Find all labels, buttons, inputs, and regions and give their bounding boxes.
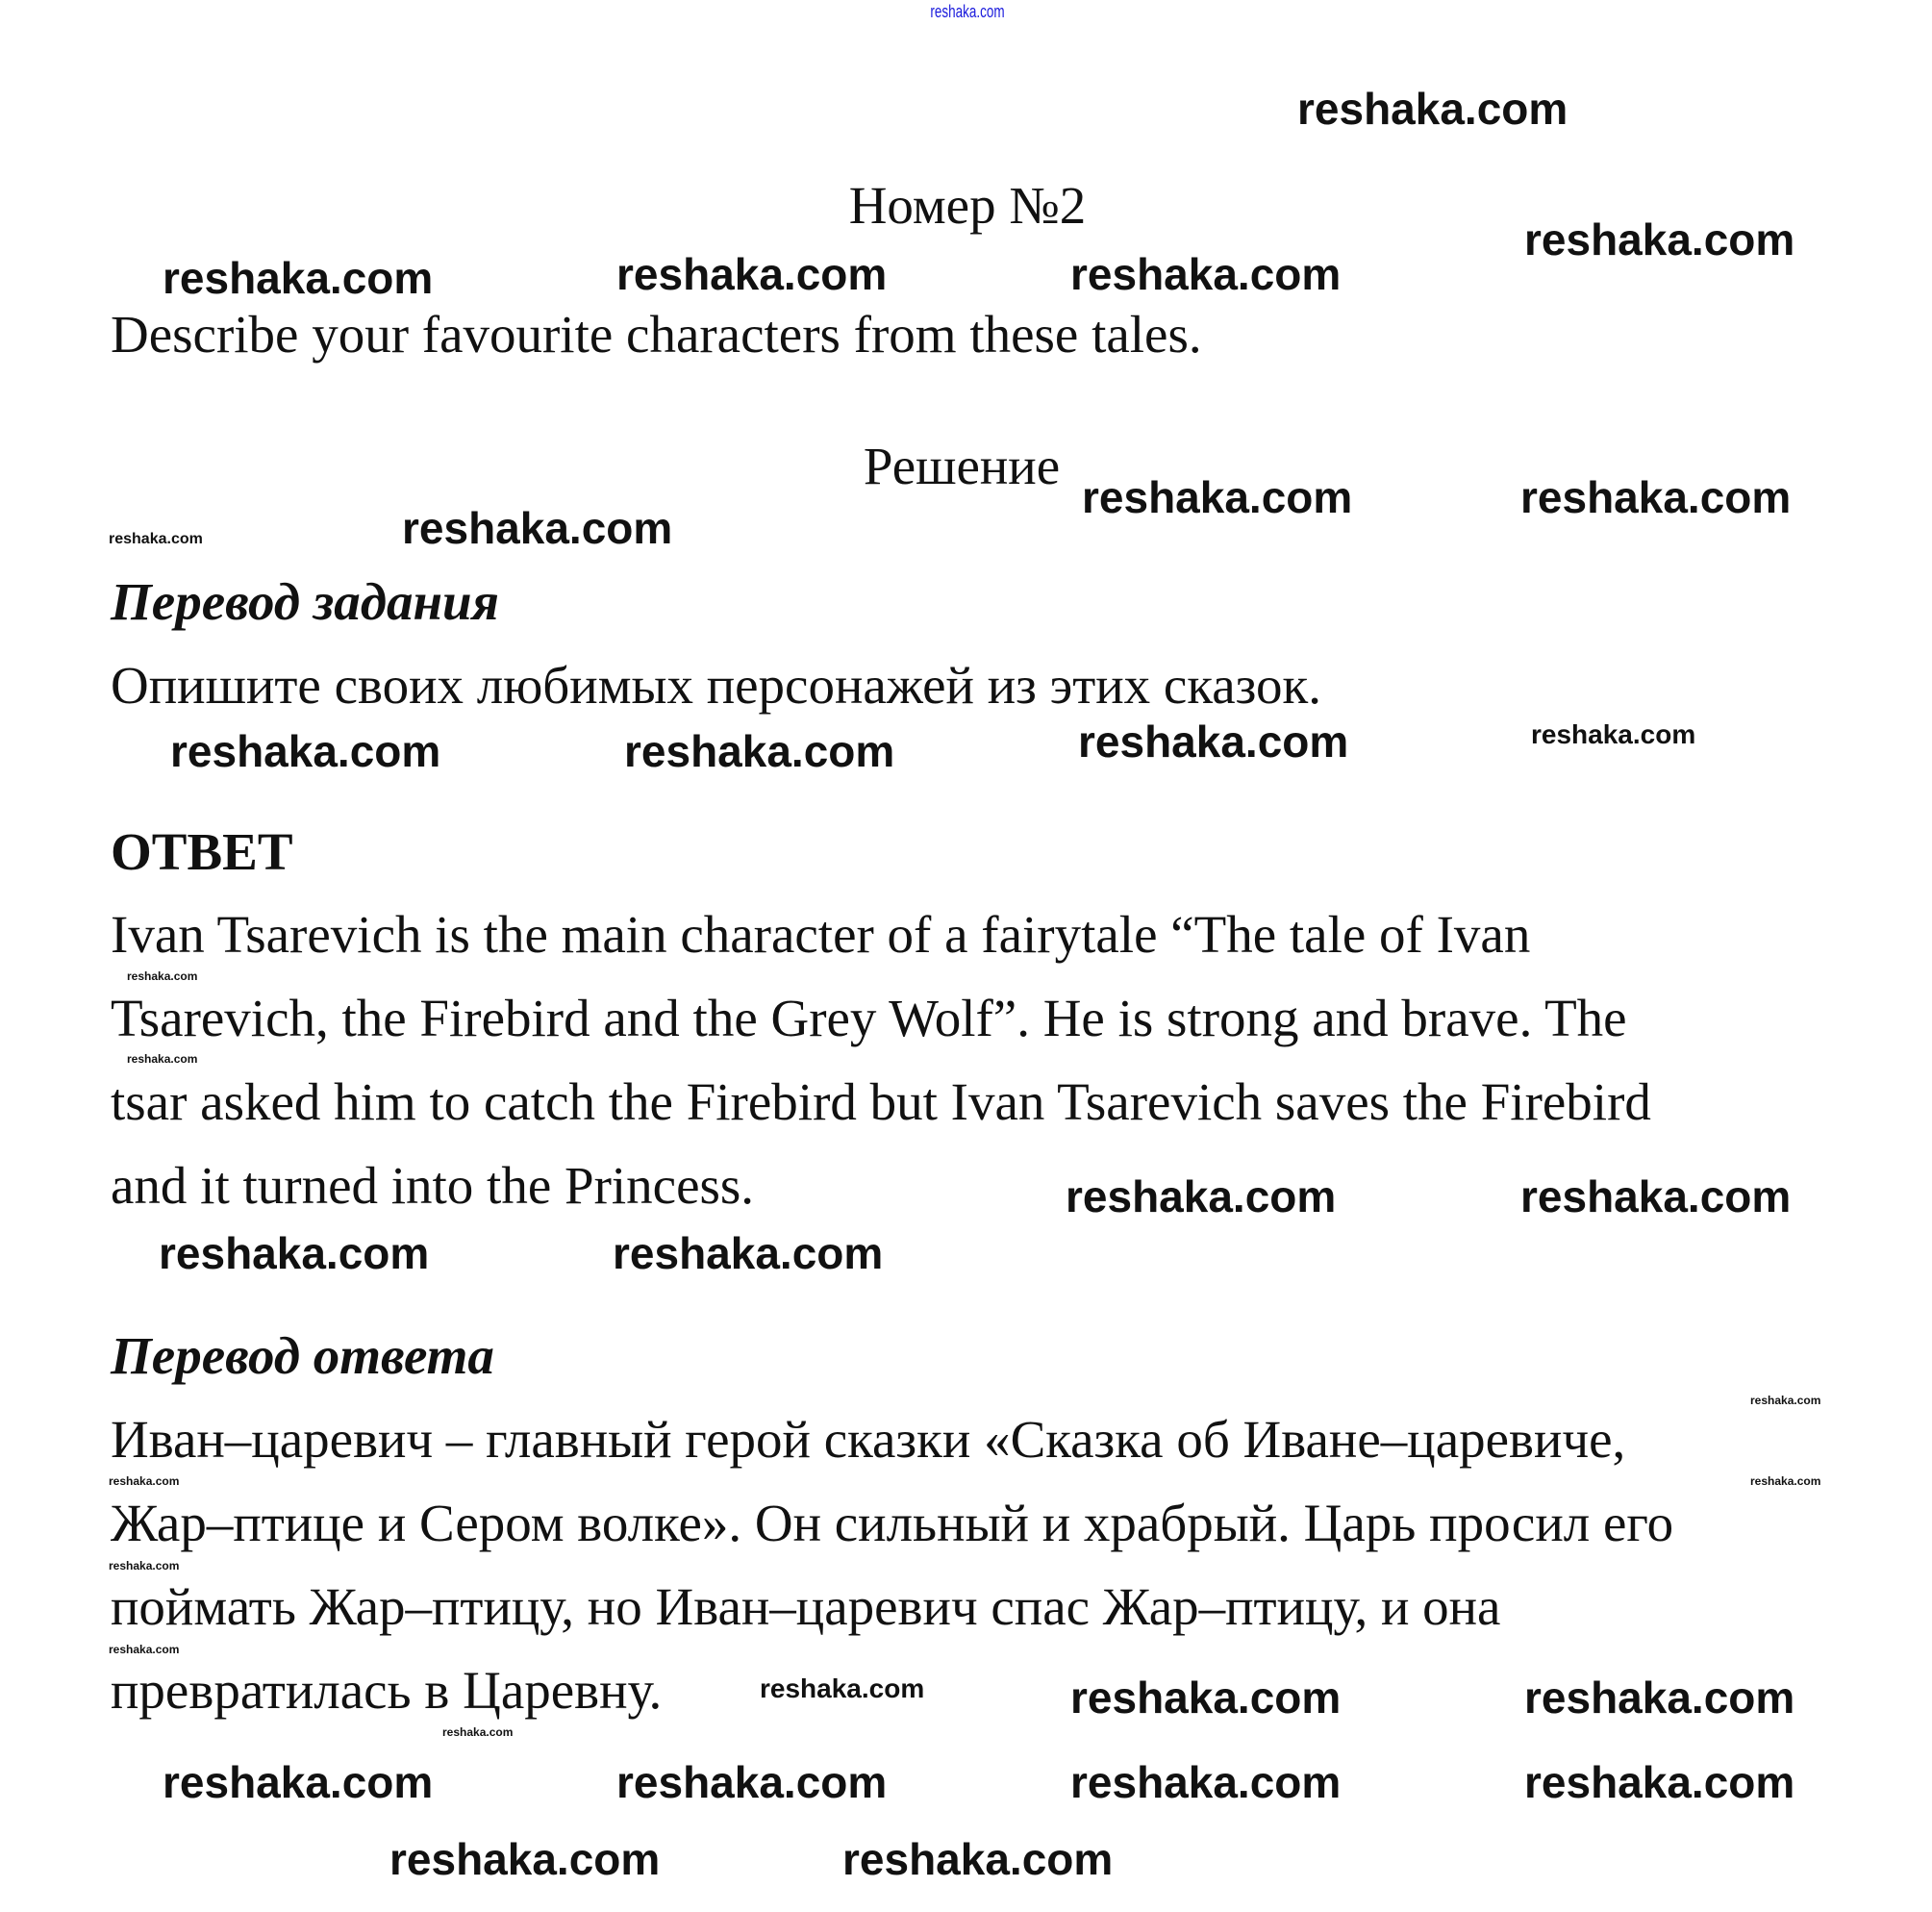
watermark: reshaka.com [109, 1559, 180, 1572]
watermark: reshaka.com [1082, 472, 1353, 522]
watermark: reshaka.com [159, 1228, 430, 1278]
watermark: reshaka.com [1070, 249, 1342, 299]
watermark: reshaka.com [442, 1725, 514, 1739]
watermark: reshaka.com [127, 1052, 198, 1066]
watermark: reshaka.com [1524, 1757, 1795, 1807]
task-translation-text: Опишите своих любимых персонажей из этих сказок. [111, 656, 1322, 715]
header-link[interactable]: reshaka.com [930, 2, 1005, 21]
answer-line: and it turned into the Princess. [111, 1156, 755, 1215]
watermark: reshaka.com [1524, 214, 1795, 264]
watermark: reshaka.com [1750, 1474, 1821, 1488]
watermark: reshaka.com [1531, 719, 1696, 749]
watermark: reshaka.com [1520, 472, 1792, 522]
answer-translation-line: поймать Жар–птицу, но Иван–царевич спас Жар–птицу, и она [111, 1577, 1501, 1636]
watermark: reshaka.com [109, 531, 203, 547]
watermark: reshaka.com [109, 1643, 180, 1656]
answer-line: Ivan Tsarevich is the main character of a fairytale “The tale of Ivan [111, 905, 1531, 964]
answer-translation-line: превратилась в Царевну. [111, 1661, 663, 1720]
watermark: reshaka.com [1524, 1673, 1795, 1723]
task-translation-heading: Перевод задания [111, 572, 499, 631]
watermark: reshaka.com [624, 726, 895, 776]
watermark: reshaka.com [616, 1757, 888, 1807]
watermark: reshaka.com [1297, 84, 1568, 134]
watermark: reshaka.com [109, 1474, 180, 1488]
watermark: reshaka.com [1520, 1171, 1792, 1221]
watermark: reshaka.com [613, 1228, 884, 1278]
watermark: reshaka.com [1070, 1757, 1342, 1807]
answer-heading: ОТВЕТ [111, 822, 293, 881]
watermark: reshaka.com [170, 726, 441, 776]
answer-translation-heading: Перевод ответа [111, 1326, 494, 1385]
watermark: reshaka.com [163, 1757, 434, 1807]
answer-line: Tsarevich, the Firebird and the Grey Wolf”. He is strong and brave. The [111, 989, 1627, 1047]
watermark: reshaka.com [842, 1834, 1114, 1884]
answer-translation-line: Иван–царевич – главный герой сказки «Сказка об Иване–царевиче, [111, 1410, 1626, 1469]
watermark: reshaka.com [127, 969, 198, 983]
task-text: Describe your favourite characters from these tales. [111, 305, 1202, 364]
watermark: reshaka.com [1070, 1673, 1342, 1723]
watermark: reshaka.com [616, 249, 888, 299]
answer-translation-line: Жар–птице и Сером волке». Он сильный и храбрый. Царь просил его [111, 1494, 1674, 1552]
watermark: reshaka.com [760, 1673, 925, 1703]
watermark: reshaka.com [1078, 717, 1349, 767]
watermark: reshaka.com [163, 253, 434, 303]
watermark: reshaka.com [402, 503, 673, 553]
page-title: Номер №2 [848, 176, 1087, 235]
solution-heading: Решение [863, 437, 1061, 495]
answer-line: tsar asked him to catch the Firebird but Ivan Tsarevich saves the Firebird [111, 1072, 1651, 1131]
watermark: reshaka.com [1066, 1171, 1337, 1221]
watermark: reshaka.com [389, 1834, 661, 1884]
watermark: reshaka.com [1750, 1394, 1821, 1407]
